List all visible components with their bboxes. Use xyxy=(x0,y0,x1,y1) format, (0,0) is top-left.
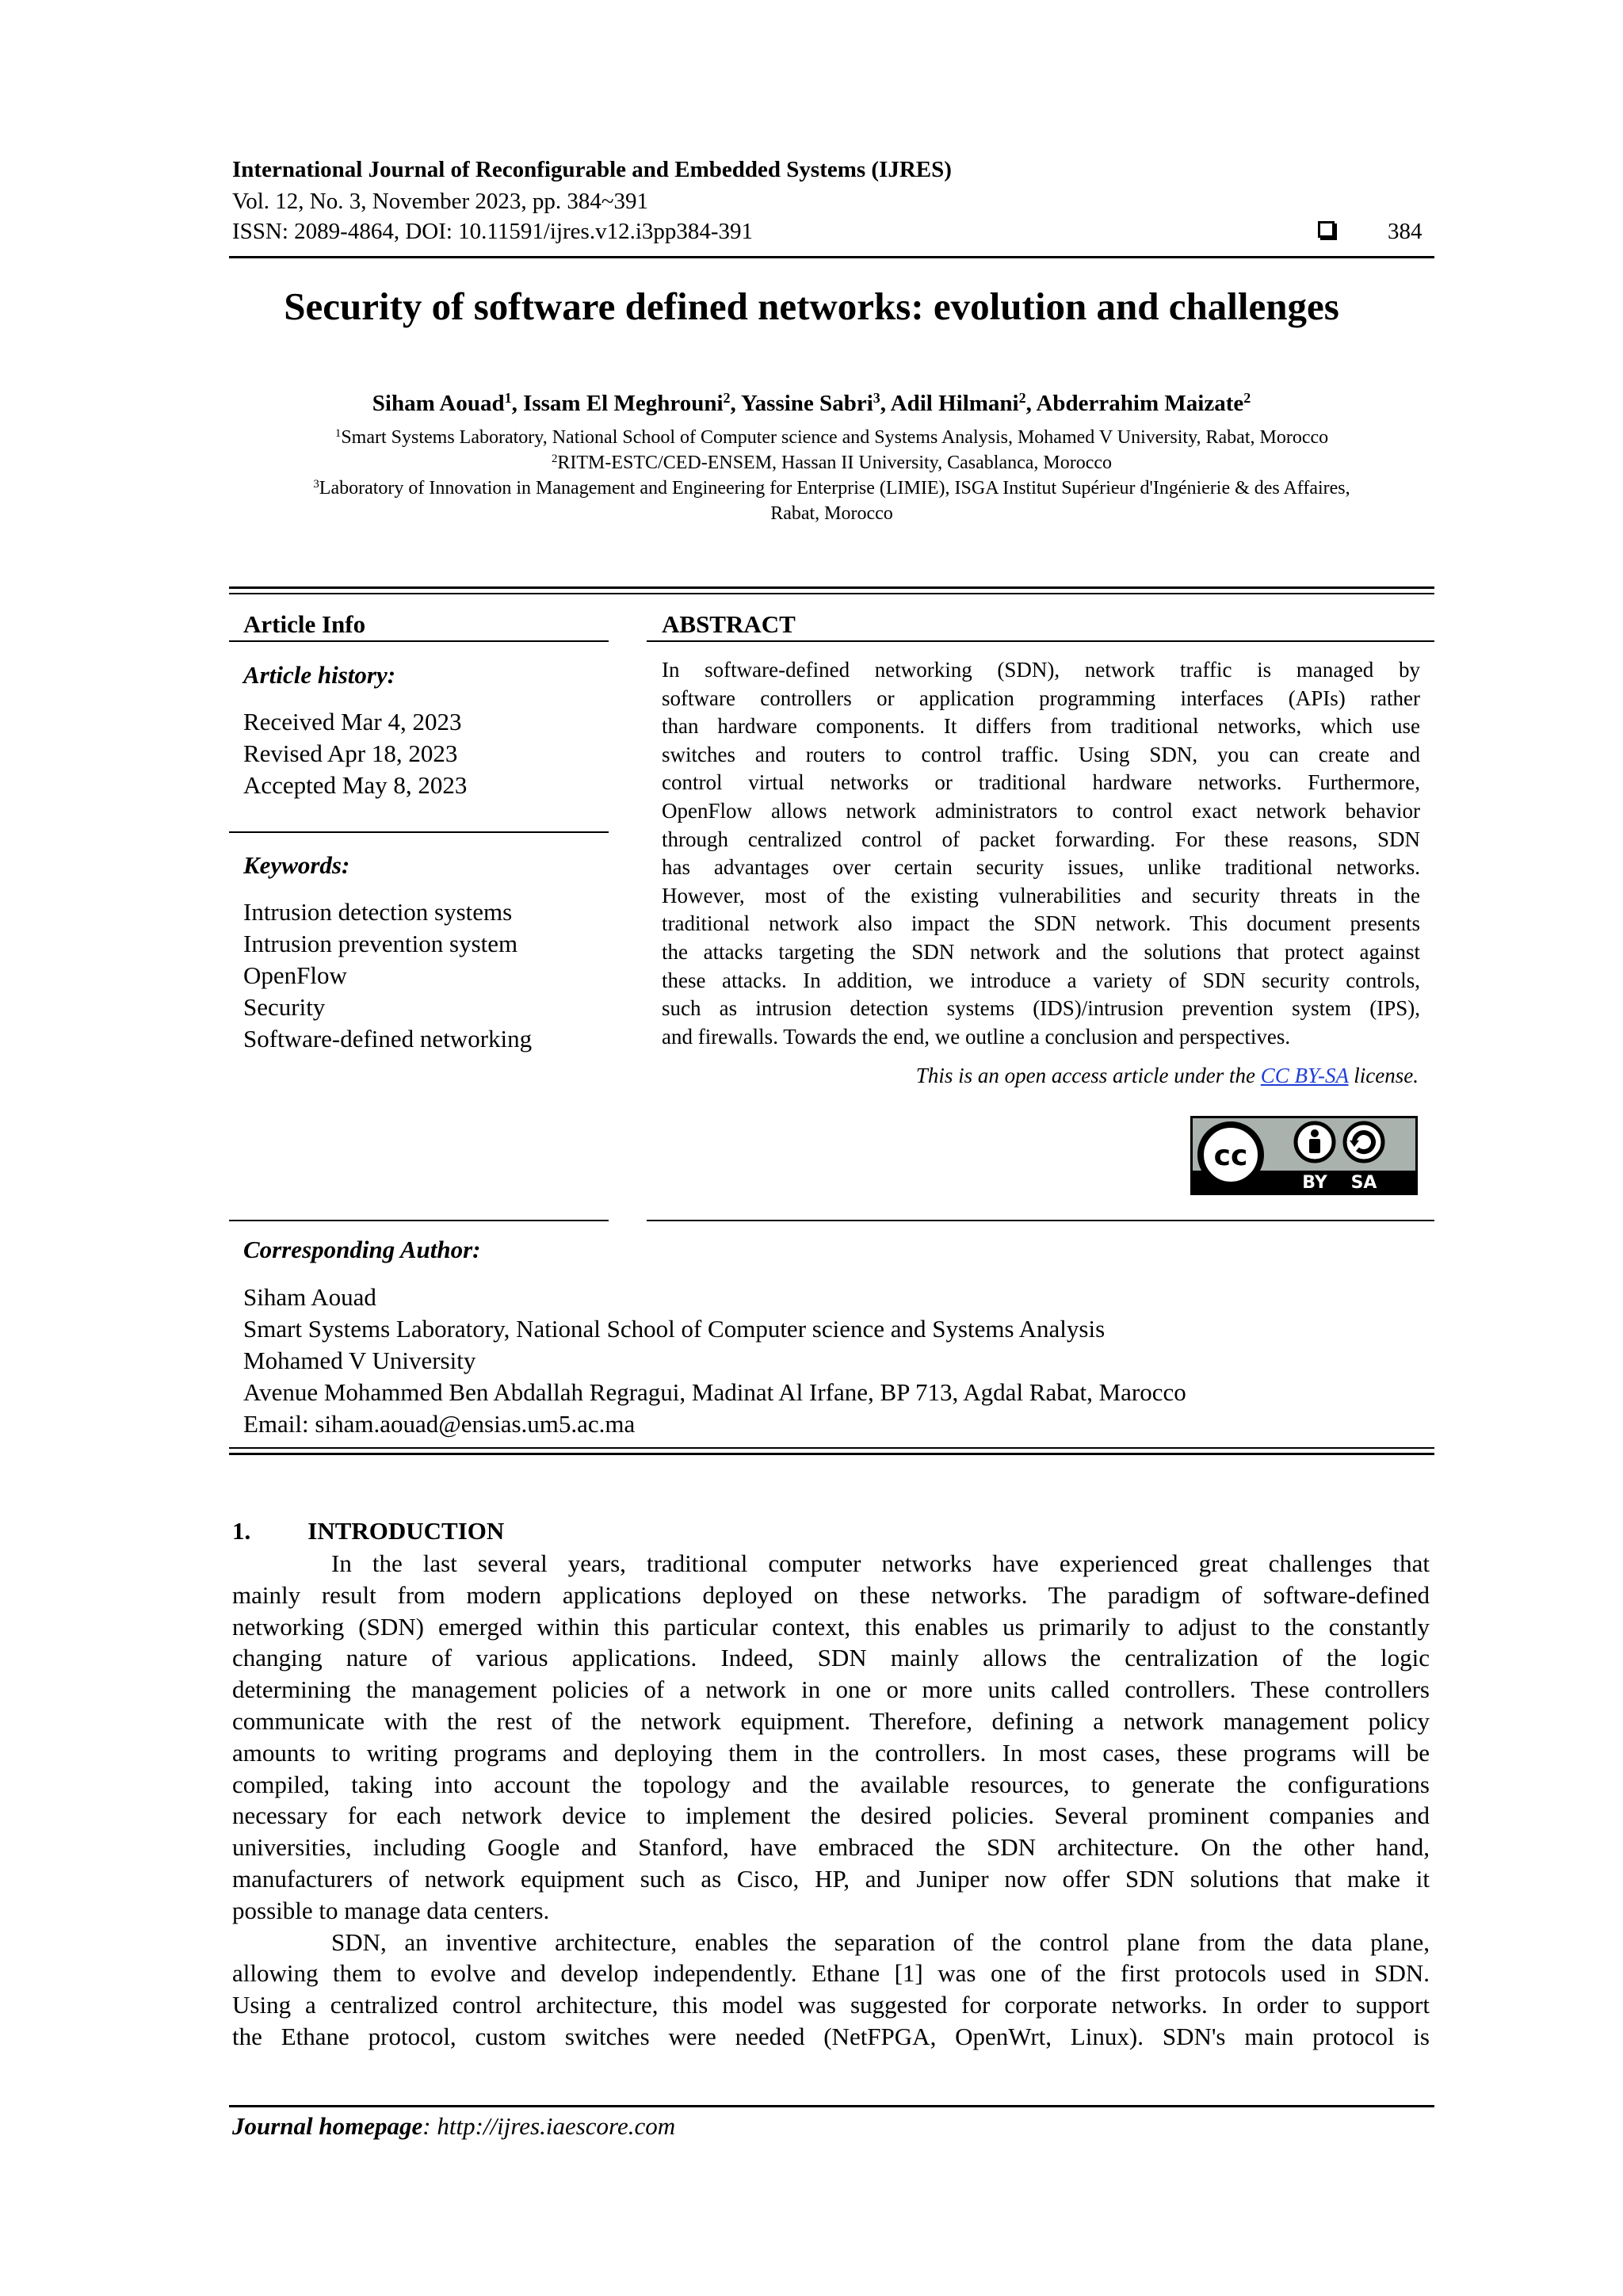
corresponding-email: Email: siham.aouad@ensias.um5.ac.ma xyxy=(243,1410,636,1438)
history-revised: Revised Apr 18, 2023 xyxy=(243,739,458,767)
author-list: Siham Aouad$^1$, Issam El Meghrouni$^2$, Yassine Sabri$^3$, Adil Hilmani$^2$, Abderrahim Maizate$^2$ xyxy=(372,390,1251,416)
license-statement: This is an open access article under the CC BY-SA license. xyxy=(915,1064,1419,1087)
author-affil-mark: 2 xyxy=(1243,390,1251,407)
article-info-rule xyxy=(229,640,609,642)
author-name: Siham Aouad xyxy=(372,391,505,416)
history-accepted: Accepted May 8, 2023 xyxy=(243,771,468,799)
keyword: OpenFlow xyxy=(243,961,347,989)
corresponding-lab: Smart Systems Laboratory, National School of Computer science and Systems Analysis xyxy=(243,1315,1106,1343)
right-column-bottom-rule xyxy=(647,1220,1434,1221)
license-link[interactable]: CC BY-SA xyxy=(1260,1064,1349,1087)
affiliation: $^2$RITM-ESTC/CED-ENSEM, Hassan II University, Casablanca, Morocco xyxy=(551,452,1113,473)
header-rule xyxy=(229,256,1434,258)
cc-mark: cc xyxy=(1213,1140,1248,1172)
author-affil-mark: 1 xyxy=(504,390,512,407)
author-name: Yassine Sabri xyxy=(740,391,873,416)
share-alike-icon xyxy=(1345,1123,1383,1161)
keyword: Intrusion detection systems xyxy=(243,898,513,926)
sa-label: SA xyxy=(1350,1173,1377,1193)
keywords-heading: Keywords: xyxy=(243,851,350,879)
page-number: 384 xyxy=(1388,219,1423,244)
journal-name: International Journal of Reconfigurable and Embedded Systems (IJRES) xyxy=(232,157,952,182)
affiliation: $^3$Laboratory of Innovation in Management and Engineering for Enterprise (LIMIE), ISGA Institut Supérieur d'Ingénierie & des Affaires, xyxy=(313,477,1350,499)
paper-title: Security of software defined networks: evolution and challenges xyxy=(284,285,1339,328)
author-affil-mark: 2 xyxy=(723,390,731,407)
left-column-bottom-rule xyxy=(229,1220,609,1221)
by-label: BY xyxy=(1302,1173,1327,1193)
author-name: Adil Hilmani xyxy=(890,391,1019,416)
corresponding-name: Siham Aouad xyxy=(243,1283,376,1311)
journal-issn-doi: ISSN: 2089-4864, DOI: 10.11591/ijres.v12.i3pp384-391 xyxy=(232,219,754,244)
journal-volume: Vol. 12, No. 3, November 2023, pp. 384~391 xyxy=(232,189,649,214)
article-history-heading: Article history: xyxy=(243,661,396,689)
journal-homepage[interactable]: Journal homepage: http://ijres.iaescore.com xyxy=(232,2112,676,2140)
info-box-bottom-rule xyxy=(229,1447,1434,1449)
section-heading-introduction: 1. INTRODUCTION xyxy=(232,1517,505,1545)
affiliation-continued: Rabat, Morocco xyxy=(770,503,893,524)
cc-by-sa-badge[interactable] xyxy=(1190,1116,1418,1195)
keyword: Intrusion prevention system xyxy=(243,930,518,957)
article-info-heading: Article Info xyxy=(243,610,366,638)
intro-paragraph-1: In the last several years, traditional computer networks have experienced great challenges that mainly result from modern applications deployed on these networks. The paradigm of software-defined networking (SDN) emerged within this particular context, this enables us primarily to adjust to the constantly changing nature of various applications. Indeed, SDN mainly allows the centralization of the logic determining the management policies of a network in one or more units called controllers. These controllers communicate with the rest of the network equipment. Therefore, defining a network management policy amounts to writing programs and deploying them in the controllers. In most cases, these programs will be compiled, taking into account the topology and the available resources, to generate the configurations necessary for each network device to implement the desired policies. Several prominent companies and universities, including Google and Stanford, have embraced the SDN architecture. On the other hand, manufacturers of network equipment such as Cisco, HP, and Juniper now offer SDN solutions that make it possible to manage data centers. SDN, an inventive architecture, enables the separation of the control plane from the data plane, allowing them to evolve and develop independently. Ethane [1] was one of the first protocols used in SDN. Using a centralized control architecture, this model was suggested for corporate networks. In order to support the Ethane protocol, custom switches were needed (NetFPGA, OpenWrt, Linux). SDN's main protocol is xyxy=(232,1549,1430,2050)
author-name: Abderrahim Maizate xyxy=(1036,391,1244,416)
corresponding-university: Mohamed V University xyxy=(243,1347,476,1374)
corresponding-address: Avenue Mohammed Ben Abdallah Regragui, Madinat Al Irfane, BP 713, Agdal Rabat, Marocco xyxy=(243,1378,1186,1406)
info-box-top-rule xyxy=(229,586,1434,589)
info-box-top-rule-inner xyxy=(229,593,1434,594)
info-box-bottom-rule-outer xyxy=(229,1453,1434,1455)
history-received: Received Mar 4, 2023 xyxy=(243,708,462,735)
footer-rule xyxy=(229,2105,1434,2107)
abstract-heading: ABSTRACT xyxy=(662,610,796,638)
keyword: Security xyxy=(243,993,326,1021)
abstract-text: In software-defined networking (SDN), network traffic is managed by software controllers or application programming interfaces (APIs) rather than hardware components. It differs from traditional networks, which use switches and routers to control traffic. Using SDN, you can create and control virtual networks or traditional hardware networks. Furthermore, OpenFlow allows network administrators to control exact network behavior through centralized control of packet forwarding. For these reasons, SDN has advantages over certain security issues, unlike traditional networks. However, most of the existing vulnerabilities and security threats in the traditional network also impact the SDN network. This document presents the attacks targeting the SDN network and the solutions that protect against these attacks. In addition, we introduce a variety of SDN security controls, such as intrusion detection systems (IDS)/intrusion prevention system (IPS), and firewalls. Towards the end, we outline a conclusion and perspectives. xyxy=(662,658,1420,1049)
keyword: Software-defined networking xyxy=(243,1025,533,1052)
corresponding-heading: Corresponding Author: xyxy=(243,1236,481,1263)
abstract-rule xyxy=(647,640,1434,642)
checkbox-icon xyxy=(1318,221,1335,238)
author-affil-mark: 3 xyxy=(873,390,880,407)
author-name: Issam El Meghrouni xyxy=(523,391,724,416)
history-rule xyxy=(229,831,609,833)
author-affil-mark: 2 xyxy=(1018,390,1026,407)
affiliation: $^1$Smart Systems Laboratory, National School of Computer science and Systems Analysis, Mohamed V University, Rabat, Morocco xyxy=(334,426,1329,448)
